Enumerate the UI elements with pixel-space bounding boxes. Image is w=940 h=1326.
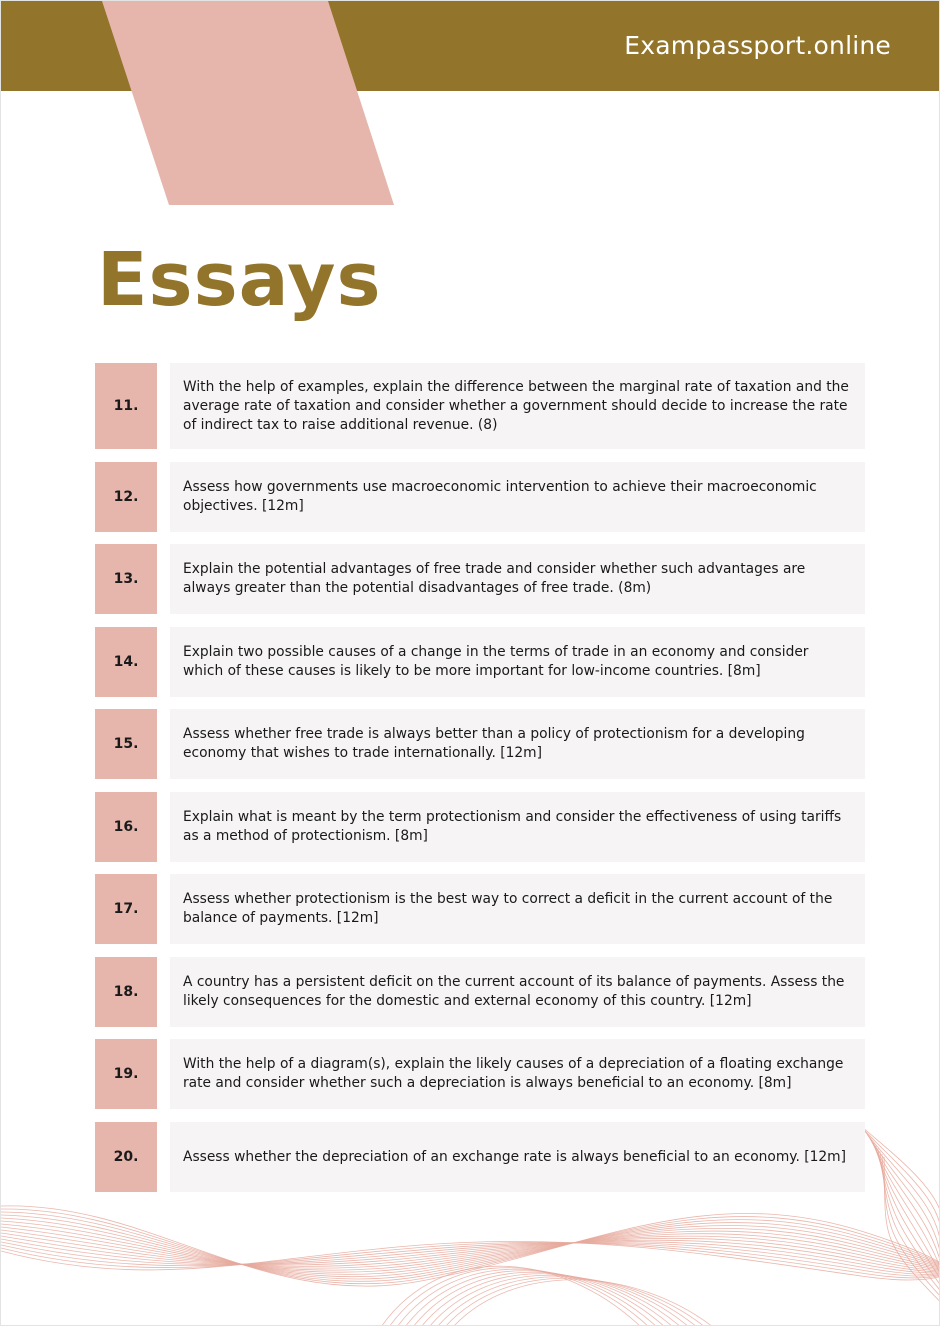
site-name[interactable]: Exampassport.online [624,31,891,60]
essay-question-text: Assess whether the depreciation of an exchange rate is always beneficial to an economy. [12m] [183,1148,846,1165]
essay-row [95,709,865,779]
essay-row [95,792,865,862]
essay-row [95,363,865,449]
essay-question-text: With the help of examples, explain the difference between the marginal rate of taxation and the average rate of taxation and consider whether a government should decide to increase the rate of indirect tax to raise additional revenue. (8) [183,378,849,433]
essay-number: 14. [95,627,157,697]
essay-number: 20. [95,1122,157,1192]
essay-question [170,1122,865,1192]
essay-question [170,462,865,532]
essay-question-text: With the help of a diagram(s), explain the likely causes of a depreciation of a floating exchange rate and consider whether such a depreciation is always beneficial to an economy. [8m] [183,1056,844,1091]
essay-number: 16. [95,792,157,862]
essay-question-text: Explain two possible causes of a change in the terms of trade in an economy and consider which of these causes is likely to be more important for low-income countries. [8m] [183,644,809,679]
essay-question-text: Assess how governments use macroeconomic intervention to achieve their macroeconomic objectives. [12m] [183,479,817,514]
essay-row [95,957,865,1027]
essay-number: 15. [95,709,157,779]
essay-question [170,792,865,862]
essay-question [170,363,865,449]
essay-question [170,874,865,944]
essay-question [170,709,865,779]
essay-question [170,627,865,697]
essay-row [95,627,865,697]
essay-row [95,874,865,944]
essay-number: 12. [95,462,157,532]
essay-number: 17. [95,874,157,944]
essay-row [95,1122,865,1192]
essay-question-text: Explain what is meant by the term protectionism and consider the effectiveness of using tariffs as a method of protectionism. [8m] [183,809,842,844]
essay-question-text: Assess whether protectionism is the best way to correct a deficit in the current account of the balance of payments. [12m] [183,891,833,926]
essay-number: 11. [95,363,157,449]
essay-row [95,462,865,532]
page-title: Essays [97,237,382,323]
essay-question-text: Explain the potential advantages of free trade and consider whether such advantages are always greater than the potential disadvantages of free trade. (8m) [183,561,806,596]
essay-question [170,544,865,614]
essay-number: 13. [95,544,157,614]
essay-question-text: Assess whether free trade is always better than a policy of protectionism for a developing economy that wishes to trade internationally. [12m] [183,726,805,761]
essay-number: 19. [95,1039,157,1109]
essay-question [170,957,865,1027]
essay-row [95,1039,865,1109]
essay-question [170,1039,865,1109]
essay-number: 18. [95,957,157,1027]
essay-row [95,544,865,614]
essay-question-text: A country has a persistent deficit on the current account of its balance of payments. Assess the likely consequences for the domestic and external economy of this country. [12m] [183,974,845,1009]
